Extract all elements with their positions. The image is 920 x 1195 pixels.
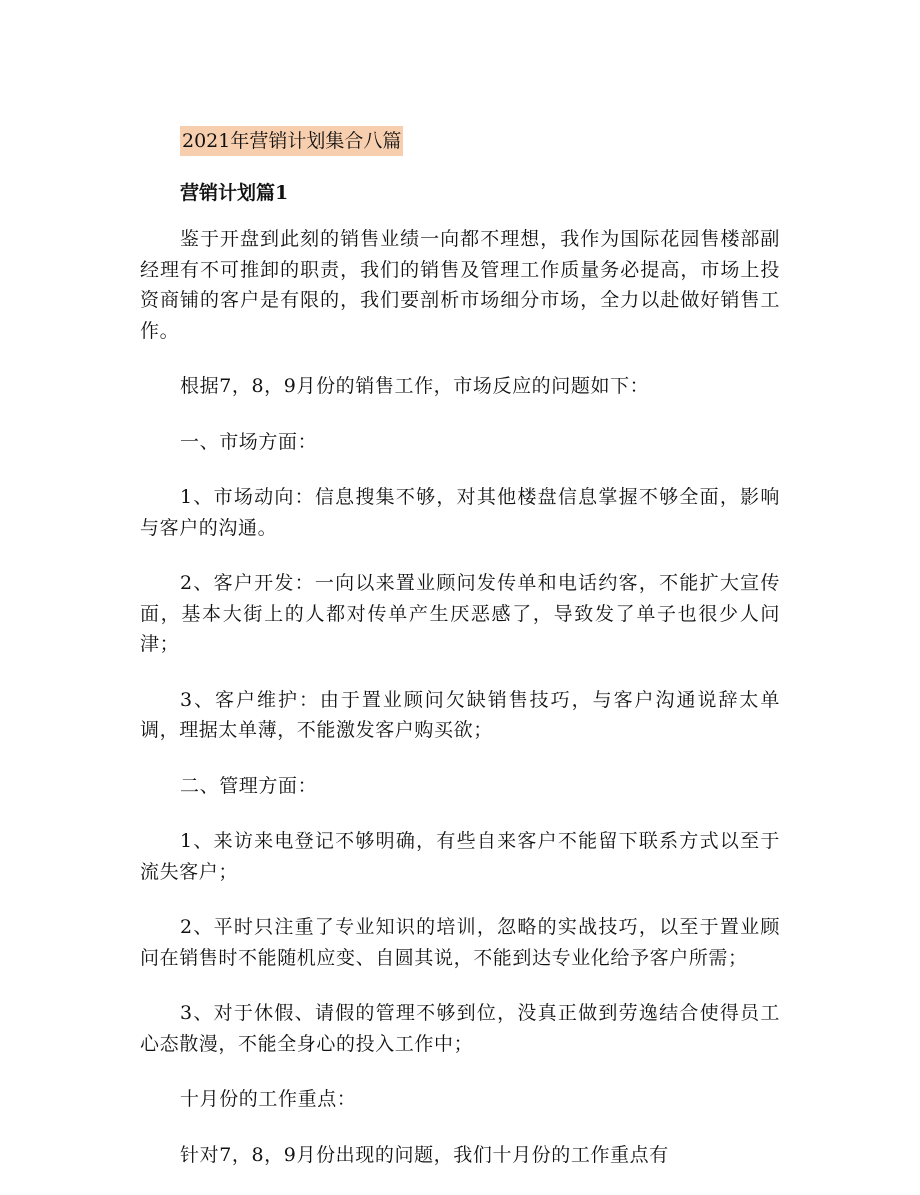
- paragraph-market-1: 1、市场动向：信息搜集不够，对其他楼盘信息掌握不够全面，影响与客户的沟通。: [140, 486, 780, 539]
- paragraph-management-1: 1、来访来电登记不够明确，有些自来客户不能留下联系方式以至于流失客户；: [140, 830, 780, 883]
- paragraph-october-lead: 针对7，8，9月份出现的问题，我们十月份的工作重点有: [180, 1143, 669, 1166]
- paragraph-management-3: 3、对于休假、请假的管理不够到位，没真正做到劳逸结合使得员工心态散漫，不能全身心的投入工作中；: [140, 1002, 780, 1055]
- paragraph-management-2: 2、平时只注重了专业知识的培训，忽略的实战技巧，以至于置业顾问在销售时不能随机应变、自圆其说，不能到达专业化给予客户所需；: [140, 916, 780, 969]
- paragraph-intro: 鉴于开盘到此刻的销售业绩一向都不理想，我作为国际花园售楼部副经理有不可推卸的职责，我们的销售及管理工作质量务必提高，市场上投资商铺的客户是有限的，我们要剖析市场细分市场，全力以赴做好销售工作。: [140, 228, 780, 342]
- paragraph-october-heading: 十月份的工作重点：: [180, 1088, 357, 1110]
- paragraph-management-heading: 二、管理方面：: [180, 774, 318, 797]
- paragraph-market-3: 3、客户维护：由于置业顾问欠缺销售技巧，与客户沟通说辞太单调，理据太单薄，不能激发客户购买欲；: [140, 688, 780, 741]
- paragraph-market-heading: 一、市场方面：: [180, 430, 318, 453]
- document-body: [140, 224, 780, 1195]
- section-heading: 营销计划篇1: [180, 182, 289, 204]
- document-title: 2021年营销计划集合八篇: [180, 126, 403, 156]
- paragraph-market-2: 2、客户开发：一向以来置业顾问发传单和电话约客，不能扩大宣传面，基本大街上的人都对传单产生厌恶感了，导致发了单子也很少人问津；: [140, 572, 780, 655]
- paragraph-problems-lead: 根据7，8，9月份的销售工作，市场反应的问题如下：: [180, 375, 650, 397]
